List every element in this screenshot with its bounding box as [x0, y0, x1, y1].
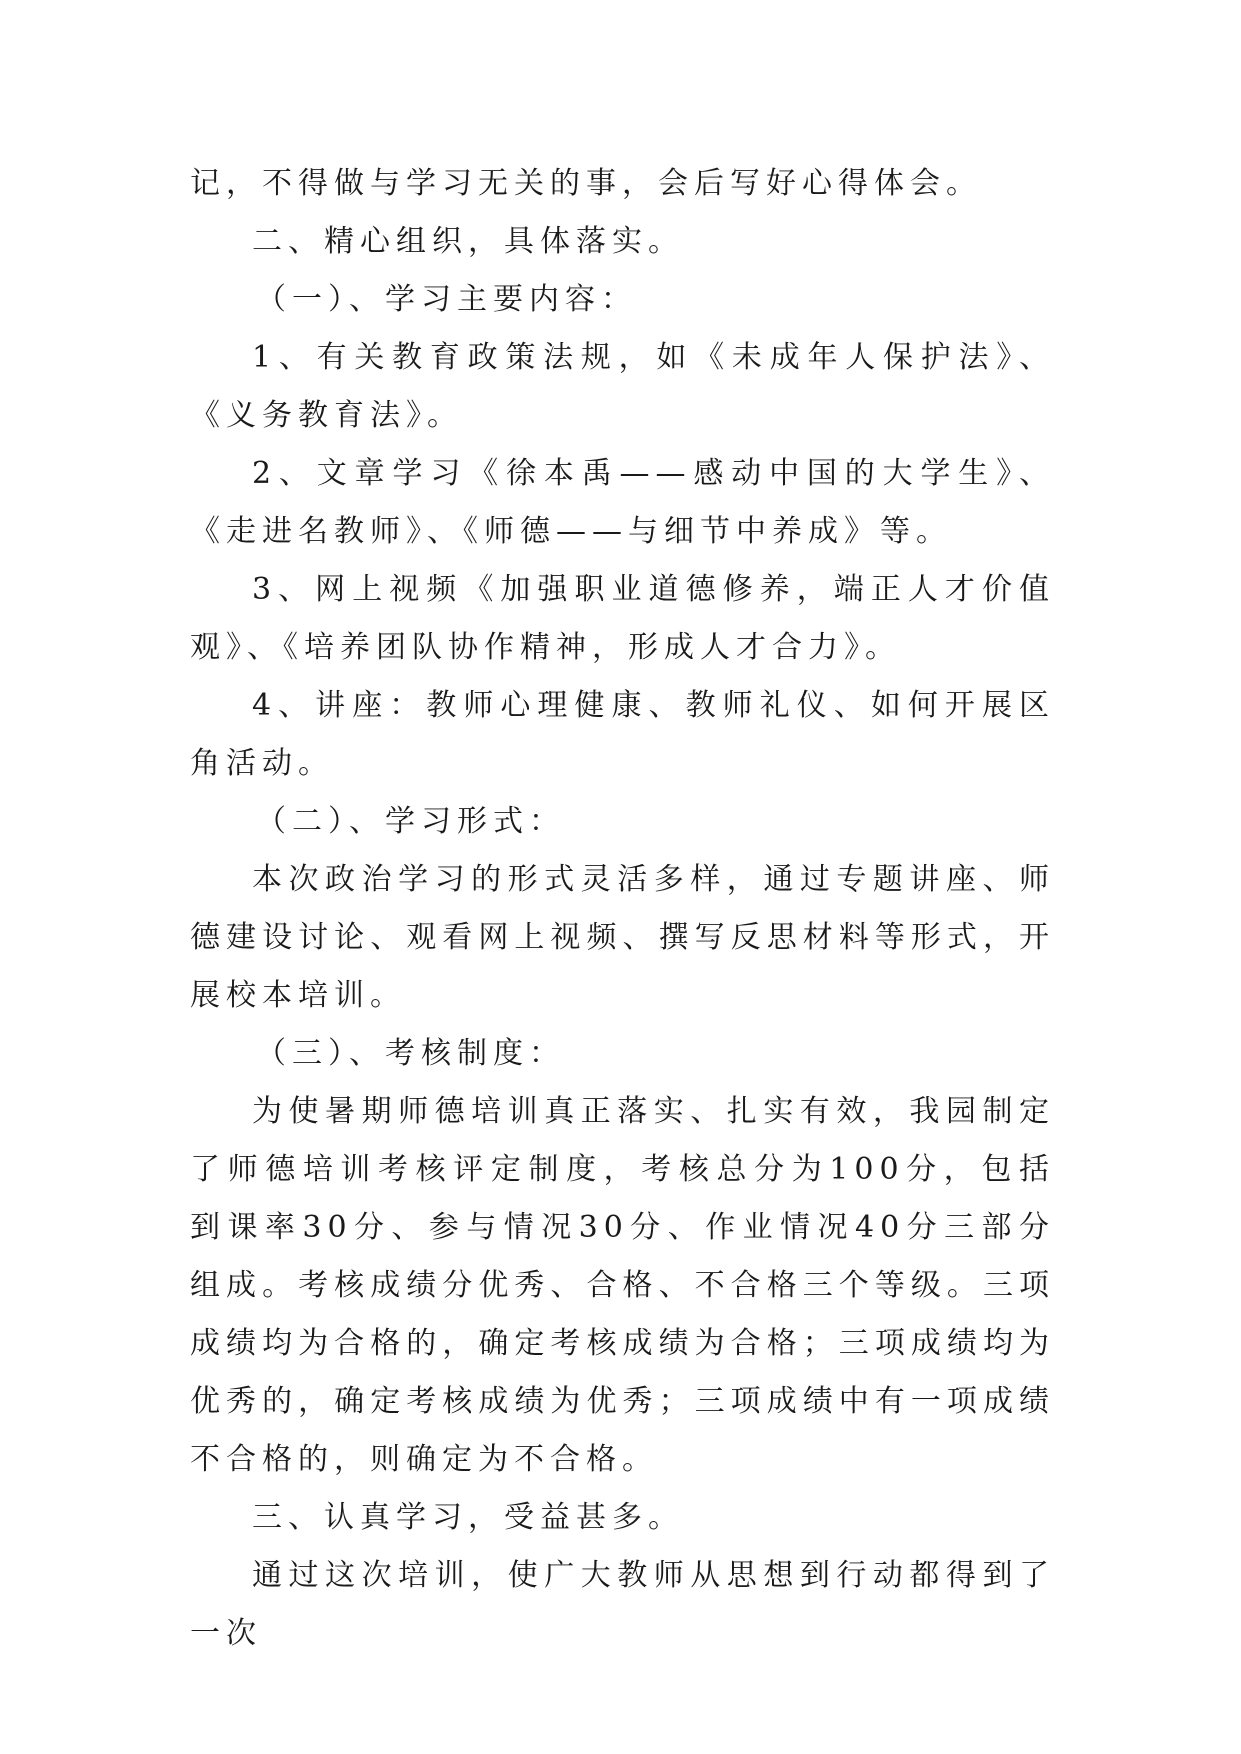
- paragraph-learning-form: 本次政治学习的形式灵活多样，通过专题讲座、师德建设讨论、观看网上视频、撰写反思材料等形式，开展校本培训。: [190, 862, 1055, 1013]
- paragraph-assessment: 为使暑期师德培训真正落实、扎实有效，我园制定了师德培训考核评定制度，考核总分为100分，包括到课率30分、参与情况30分、作业情况40分三部分组成。考核成绩分优秀、合格、不合格三个等级。三项成绩均为合格的，确定考核成绩为合格；三项成绩均为优秀的，确定考核成绩为优秀；三项成绩中有一项成绩不合格的，则确定为不合格。: [190, 1094, 1055, 1477]
- subsection-heading-1: （一）、学习主要内容：: [256, 282, 637, 317]
- list-item-1: 1、有关教育政策法规，如《未成年人保护法》、《义务教育法》。: [190, 340, 1055, 433]
- list-item-3: 3、网上视频《加强职业道德修养，端正人才价值观》、《培养团队协作精神，形成人才合力》。: [190, 572, 1055, 665]
- subsection-heading-3: （三）、考核制度：: [256, 1036, 565, 1071]
- paragraph-continuation: 记，不得做与学习无关的事，会后写好心得体会。: [190, 166, 982, 201]
- section-heading-3: 三、认真学习，受益甚多。: [252, 1500, 684, 1535]
- document-body: [190, 155, 1055, 1663]
- paragraph-training-result: 通过这次培训，使广大教师从思想到行动都得到了一次: [190, 1558, 1055, 1651]
- subsection-heading-2: （二）、学习形式：: [256, 804, 565, 839]
- list-item-2: 2、文章学习《徐本禹——感动中国的大学生》、《走进名教师》、《师德——与细节中养成》等。: [190, 456, 1055, 549]
- list-item-4: 4、讲座：教师心理健康、教师礼仪、如何开展区角活动。: [190, 688, 1055, 781]
- section-heading-2: 二、精心组织，具体落实。: [252, 224, 684, 259]
